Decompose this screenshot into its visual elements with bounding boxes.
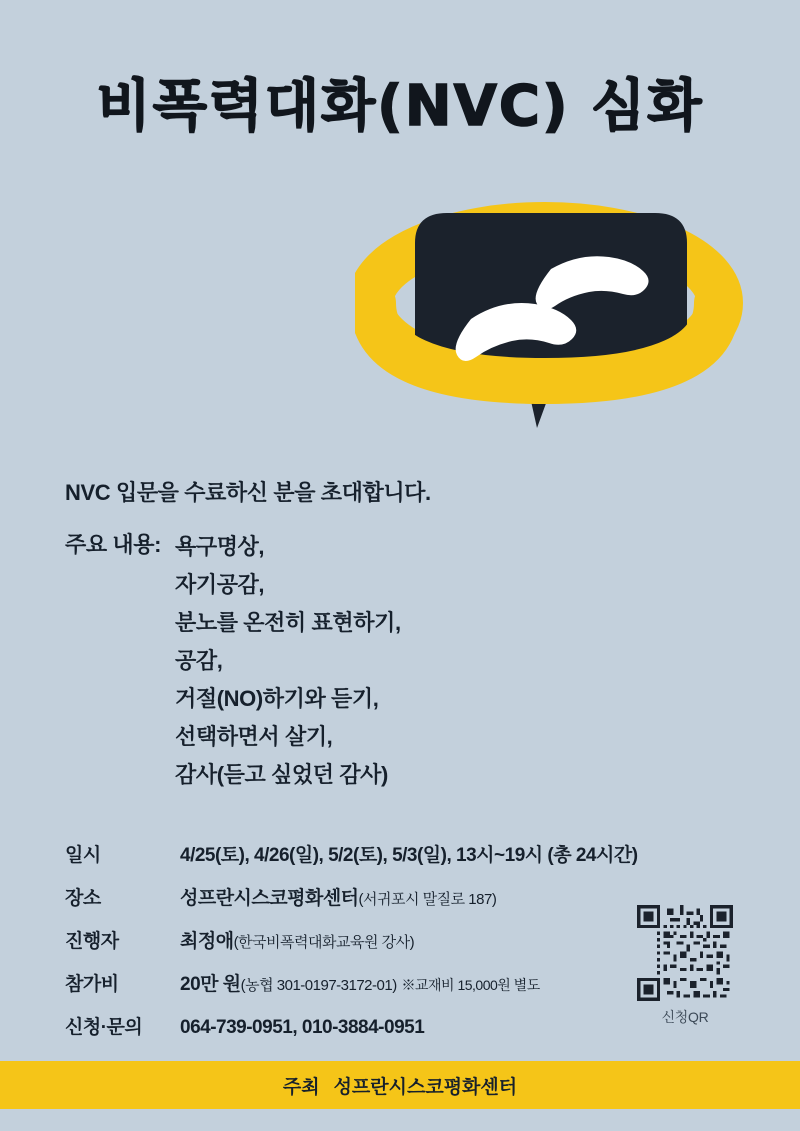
- info-label: 신청·문의: [65, 1017, 143, 1038]
- list-item: 욕구명상,: [175, 534, 265, 559]
- info-label: 일시: [65, 845, 101, 866]
- info-value-small: (서귀포시 말질로 187): [358, 891, 497, 908]
- info-value-note: ※교재비 15,000원 별도: [401, 977, 540, 993]
- info-value-strong: 20만 원: [180, 974, 241, 995]
- info-table: [65, 840, 705, 1055]
- qr-caption: 신청QR: [661, 1009, 709, 1025]
- list-item: 선택하면서 살기,: [175, 724, 333, 749]
- info-value: 064-739-0951, 010-3884-0951: [180, 1017, 425, 1038]
- list-item: 자기공감,: [175, 572, 265, 597]
- info-label: 참가비: [65, 974, 119, 995]
- contents-list: [65, 528, 665, 794]
- info-label: 장소: [65, 888, 101, 909]
- footer-text: [283, 1072, 517, 1099]
- info-value-small: (한국비폭력대화교육원 강사): [233, 934, 415, 951]
- hug-speech-bubble-illustration: [355, 185, 755, 455]
- qr-area: [630, 905, 740, 1027]
- footer-bar: [0, 1061, 800, 1109]
- list-item: 공감,: [175, 648, 223, 673]
- info-value: [180, 969, 540, 996]
- host-label: 주최: [282, 1076, 320, 1098]
- contents-block: [65, 528, 665, 794]
- info-row-fee: [65, 969, 705, 996]
- info-value-strong: 최정애: [180, 931, 234, 952]
- info-label: 진행자: [65, 931, 119, 952]
- info-row-contact: [65, 1012, 705, 1039]
- info-value: 4/25(토), 4/26(일), 5/2(토), 5/3(일), 13시~19시 (총 24시간): [180, 845, 638, 866]
- info-value-strong: 성프란시스코평화센터: [180, 888, 359, 909]
- info-value: [180, 883, 496, 910]
- info-row-facilitator: [65, 926, 705, 953]
- list-item: 거절(NO)하기와 듣기,: [175, 686, 379, 711]
- intro-text: NVC 입문을 수료하신 분을 초대합니다.: [65, 480, 431, 505]
- info-value-small: (농협 301-0197-3172-01): [240, 977, 397, 994]
- list-item: 감사(듣고 싶었던 감사): [175, 762, 388, 787]
- title-block: [0, 62, 800, 142]
- host-name: 성프란시스코평화센터: [333, 1076, 518, 1098]
- list-item: 분노를 온전히 표현하기,: [175, 610, 401, 635]
- info-row-place: [65, 883, 705, 910]
- info-row-date: [65, 840, 705, 867]
- info-value: [180, 926, 414, 953]
- page-title: 비폭력대화(NVC) 심화: [96, 74, 704, 139]
- qr-code-icon[interactable]: [637, 905, 733, 1001]
- contents-label: 주요 내용:: [65, 532, 162, 557]
